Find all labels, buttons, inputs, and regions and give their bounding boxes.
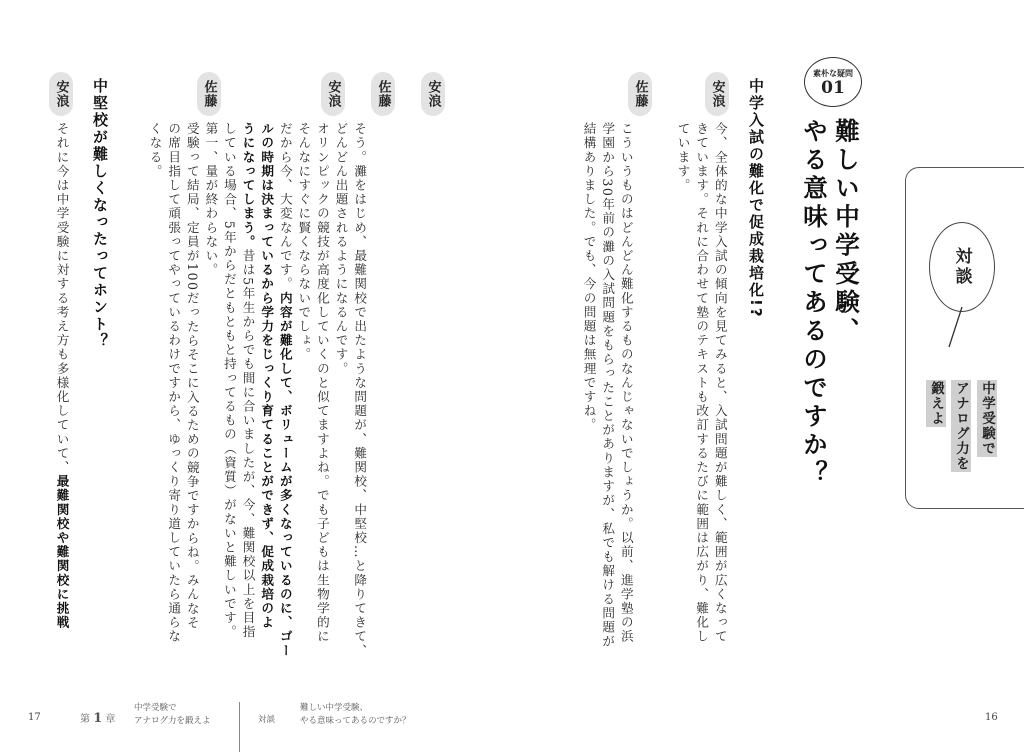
speech-yasunami-3-line-2: ルの時期は決まっているから学力をじっくり育てることができず、促成栽培のよ [259, 122, 275, 630]
speech-yasunami-2-line-1: そう。灘をはじめ、最難関校で出たような問題が、難関校、中堅校…と降りてきて、 [352, 122, 368, 658]
speaker-badge-yasunami-2: 安浪 [421, 72, 445, 116]
speech-sato-1: こういうものはどんどん難化するものなんじゃないでしょうか。以前、進学塾の浜 学園から30年前の灘の入試問題をもらったことがありますが、私でも解ける問題が 結構ありました。でも、今の問題は無理ですね。 [581, 122, 634, 649]
speaker-badge-yasunami-4: 安浪 [49, 72, 73, 116]
taidan-label: 対談 [951, 247, 972, 287]
question-heading-1: 中学入試の難化で促成栽培化!? [747, 78, 765, 319]
question-label-circle [804, 57, 862, 107]
speaker-badge-yasunami-3: 安浪 [321, 72, 345, 116]
footer-divider [239, 702, 240, 752]
question-label-small: 素朴な疑問 [813, 68, 853, 78]
speech-yasunami-1: 今、全体的な中学入試の傾向を見てみると、入試問題が難しく、範囲が広くなって きています。それに合わせて塾のテキストも改訂するたびに範囲は広がり、難化し ています。 [675, 122, 728, 644]
speech-sato-2-line-1: オリンピックの競技が高度化していくのと似てますよね。でも子どもは生物学的に [314, 122, 330, 644]
title-line-1: 難しい中学受験、 [832, 118, 861, 346]
speech-sato-3-line-2: 受験って結局、定員が100だったらそこに入るための競争ですからね。みんなそ [184, 122, 200, 630]
speech-sato-2-line-2: そんなにすぐに賢くならないでしょ。 [296, 122, 312, 362]
footer-section-title: 難しい中学受験、 やる意味ってあるのですか？ [300, 703, 411, 726]
page-number-right: 16 [985, 712, 998, 723]
speech-sato-3-line-1: 第一、量が終わらない。 [203, 122, 219, 278]
speech-yasunami-3-line-1: だから今、大変なんです。内容が難化して、ボリュームが多くなっているのに、ゴー [277, 122, 293, 658]
side-highlight-3: 鍛えよ [928, 381, 944, 426]
speech-yasunami-2-line-2: どんどん出題されるようになるんです。 [333, 122, 349, 376]
chapter-title: 中学受験で アナログ力を鍛えよ [134, 703, 211, 726]
speech-sato-3-line-4: くなる。 [147, 122, 163, 179]
page-number-left: 17 [28, 712, 41, 723]
speech-yasunami-3-line-4: している場合、5年からだともともと持ってるもの（資質）がないと難しいです。 [221, 122, 237, 640]
speaker-badge-sato-3: 佐藤 [197, 72, 221, 116]
speech-yasunami-4: それに今は中学受験に対する考え方も多様化していて、最難関校や難関校に挑戦 [54, 122, 70, 630]
speaker-badge-sato-1: 佐藤 [628, 72, 652, 116]
chapter-label: 第 1 章 [80, 711, 116, 726]
speech-left-block [145, 122, 368, 658]
speaker-badge-sato-2: 佐藤 [371, 72, 395, 116]
speaker-badge-yasunami-1: 安浪 [705, 72, 729, 116]
page-title [798, 118, 862, 489]
side-highlight-2: アナログ力を [953, 381, 969, 471]
side-highlight-1: 中学受験で [979, 381, 995, 456]
question-label-number: 01 [821, 77, 845, 98]
footer-taidan-label: 対談 [258, 715, 276, 725]
question-heading-2: 中堅校が難しくなったってホント？ [91, 78, 109, 350]
speech-sato-3-line-3: の席目指して頑張ってやっているわけですから、ゆっくり寄り道していたら通らな [166, 122, 182, 644]
taidan-circle [929, 222, 995, 312]
speech-tail [946, 305, 966, 350]
title-line-2: やる意味ってあるのですか？ [800, 118, 829, 489]
speech-yasunami-3-line-3: うになってしまう。昔は5年生からでも間に合いましたが、今、難関校以上を目指 [240, 122, 256, 640]
